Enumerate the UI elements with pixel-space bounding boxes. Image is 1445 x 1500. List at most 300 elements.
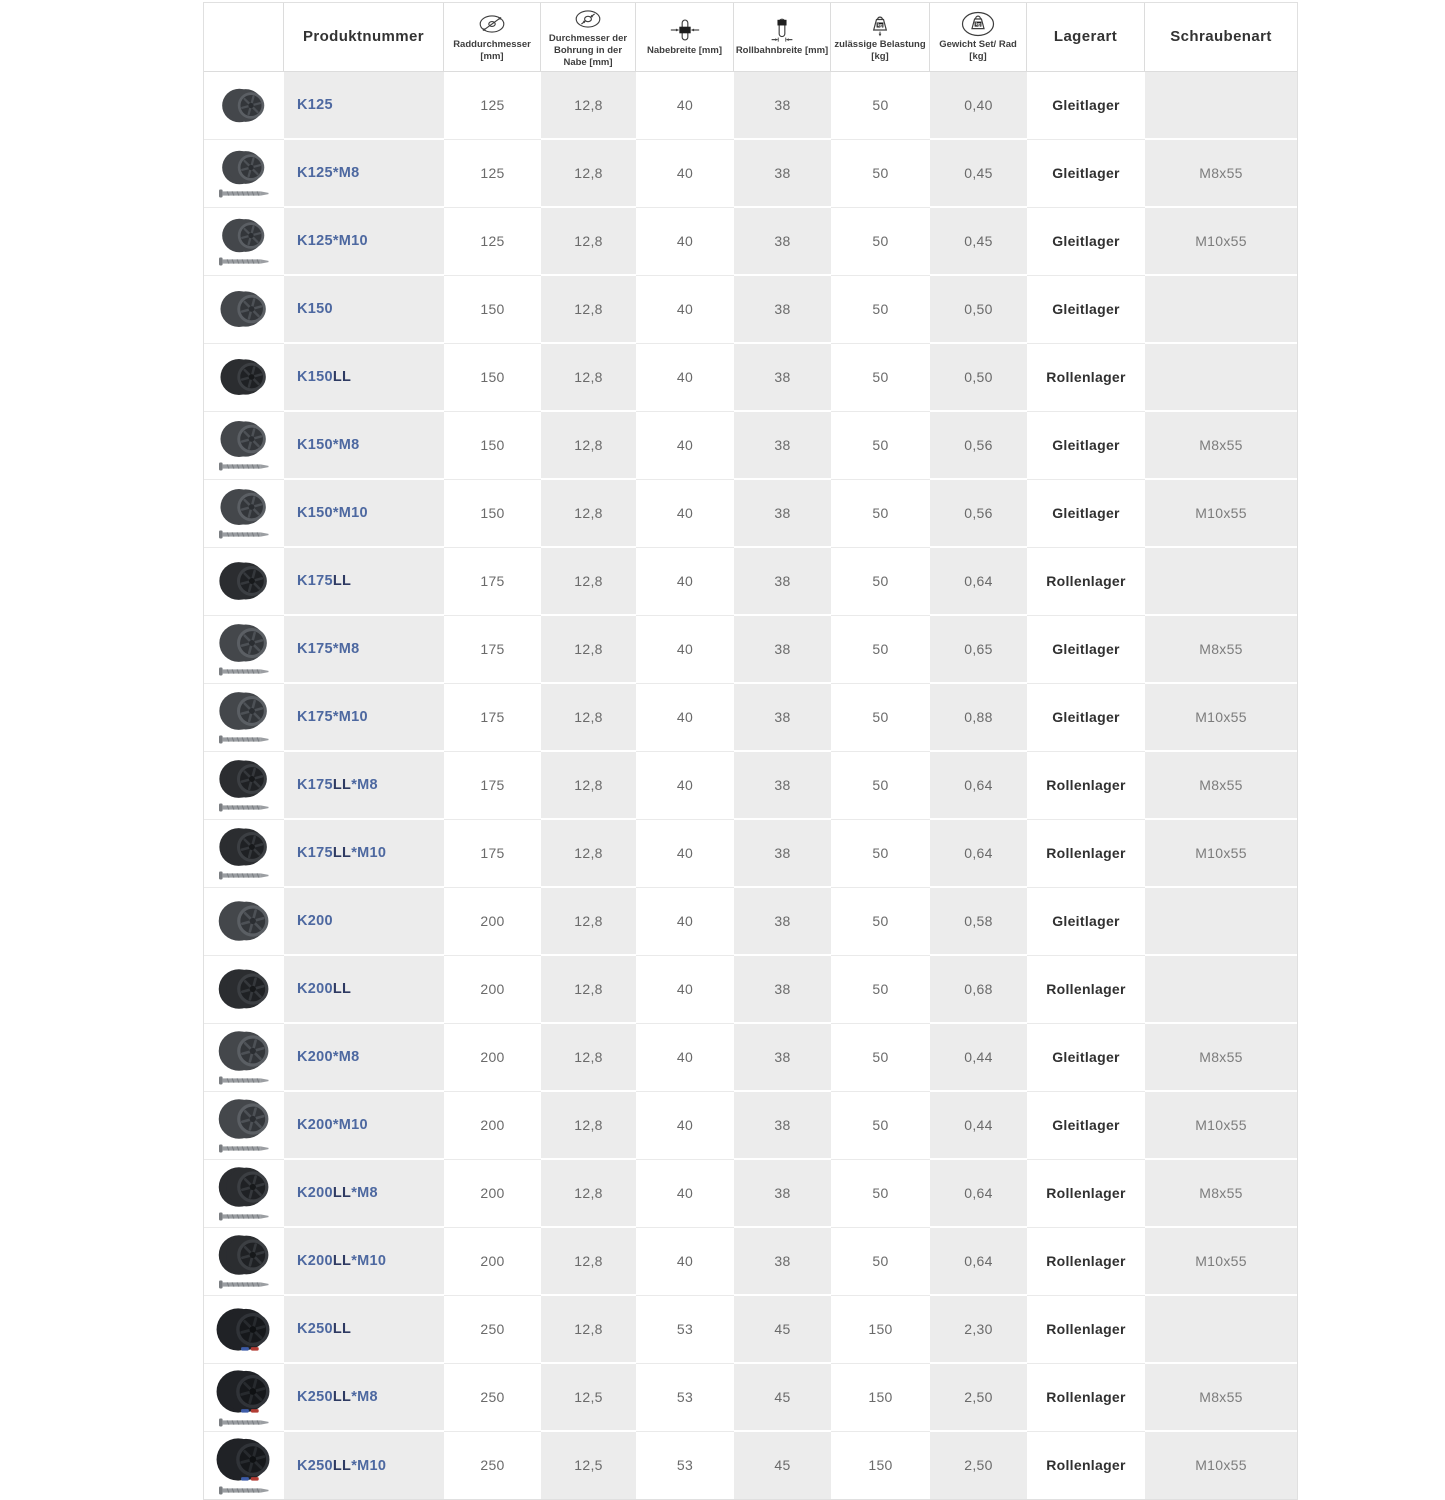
screw-image — [218, 188, 270, 199]
screw-image — [218, 1075, 270, 1086]
product-image-cell — [204, 276, 284, 344]
cell-rollbahn: 38 — [734, 72, 831, 140]
product-photo[interactable] — [204, 1232, 284, 1290]
cell-gewicht: 2,50 — [930, 1364, 1027, 1432]
col-header-nabebreite — [636, 3, 734, 72]
table-row — [204, 412, 1297, 480]
cell-rollbahn: 38 — [734, 684, 831, 752]
screw-image — [218, 1143, 270, 1154]
product-link[interactable]: K175LL — [297, 573, 352, 590]
screw-image — [218, 461, 270, 472]
cell-lager: Rollenlager — [1027, 1160, 1145, 1228]
cell-rollbahn: 38 — [734, 1092, 831, 1160]
cell-bohrung: 12,8 — [541, 548, 636, 616]
cell-schraube — [1145, 344, 1297, 412]
cell-rad: 175 — [444, 820, 541, 888]
table-row — [204, 1160, 1297, 1228]
cell-belastung: 50 — [831, 480, 930, 548]
wheel-image — [217, 1096, 272, 1142]
cell-gewicht: 0,50 — [930, 276, 1027, 344]
cell-rad: 200 — [444, 888, 541, 956]
wheel-image — [217, 1028, 272, 1074]
load-capacity-icon — [832, 11, 928, 38]
cell-rollbahn: 38 — [734, 480, 831, 548]
cell-rad: 175 — [444, 548, 541, 616]
product-photo[interactable] — [204, 757, 284, 813]
product-image-cell — [204, 1228, 284, 1296]
product-photo[interactable] — [204, 216, 284, 267]
product-photo[interactable] — [204, 486, 284, 540]
product-link[interactable]: K150*M8 — [297, 437, 360, 454]
product-code-cell — [284, 1024, 444, 1092]
wheel-image — [221, 86, 267, 125]
product-image-cell — [204, 1364, 284, 1432]
cell-belastung: 50 — [831, 616, 930, 684]
product-spec-table — [204, 3, 1297, 1499]
bore-diameter-icon — [542, 5, 634, 32]
col-header-raddurchmesser — [444, 3, 541, 72]
product-code-cell — [284, 1092, 444, 1160]
product-code-cell — [284, 1432, 444, 1499]
wheel-image — [219, 418, 269, 460]
product-link[interactable]: K250LL*M10 — [297, 1457, 387, 1474]
cell-nabe: 53 — [636, 1432, 734, 1499]
product-link[interactable]: K125 — [297, 97, 333, 114]
cell-lager: Rollenlager — [1027, 1228, 1145, 1296]
col-header-belastung — [831, 3, 930, 72]
cell-bohrung: 12,8 — [541, 480, 636, 548]
cell-gewicht: 0,64 — [930, 752, 1027, 820]
product-code-cell — [284, 1228, 444, 1296]
screw-image — [218, 256, 270, 267]
cell-nabe: 40 — [636, 1092, 734, 1160]
col-header-produktnummer — [284, 3, 444, 72]
cell-nabe: 40 — [636, 276, 734, 344]
cell-bohrung: 12,8 — [541, 72, 636, 140]
cell-belastung: 50 — [831, 752, 930, 820]
cell-belastung: 50 — [831, 888, 930, 956]
cell-rad: 200 — [444, 956, 541, 1024]
col-header-rollbahnbreite — [734, 3, 831, 72]
cell-schraube: M8x55 — [1145, 1160, 1297, 1228]
cell-rollbahn: 38 — [734, 548, 831, 616]
product-code-cell — [284, 888, 444, 956]
col-header-image — [204, 3, 284, 72]
table-row — [204, 548, 1297, 616]
cell-rollbahn: 45 — [734, 1364, 831, 1432]
cell-bohrung: 12,8 — [541, 1024, 636, 1092]
cell-gewicht: 0,68 — [930, 956, 1027, 1024]
product-link[interactable]: K125*M8 — [297, 165, 360, 182]
product-code-cell — [284, 1160, 444, 1228]
cell-gewicht: 0,64 — [930, 1160, 1027, 1228]
cell-schraube — [1145, 548, 1297, 616]
cell-belastung: 50 — [831, 140, 930, 208]
cell-belastung: 50 — [831, 72, 930, 140]
product-code-cell — [284, 616, 444, 684]
product-image-cell — [204, 616, 284, 684]
product-image-cell — [204, 820, 284, 888]
cell-nabe: 53 — [636, 1364, 734, 1432]
screw-image — [218, 1279, 270, 1290]
cell-rollbahn: 45 — [734, 1432, 831, 1499]
cell-bohrung: 12,8 — [541, 208, 636, 276]
table-row — [204, 888, 1297, 956]
col-header-label: Durchmesser der Bohrung in der Nabe [mm] — [548, 33, 628, 68]
cell-gewicht: 0,88 — [930, 684, 1027, 752]
product-code-cell — [284, 208, 444, 276]
cell-belastung: 50 — [831, 1228, 930, 1296]
col-header-label: Nabebreite [mm] — [647, 44, 722, 56]
cell-lager: Gleitlager — [1027, 1024, 1145, 1092]
cell-gewicht: 0,58 — [930, 888, 1027, 956]
table-row — [204, 1024, 1297, 1092]
cell-nabe: 40 — [636, 208, 734, 276]
cell-nabe: 40 — [636, 956, 734, 1024]
cell-belastung: 50 — [831, 956, 930, 1024]
cell-gewicht: 0,45 — [930, 208, 1027, 276]
cell-schraube — [1145, 1296, 1297, 1364]
cell-rad: 125 — [444, 140, 541, 208]
cell-rollbahn: 38 — [734, 1024, 831, 1092]
table-row — [204, 956, 1297, 1024]
cell-nabe: 40 — [636, 1228, 734, 1296]
cell-schraube: M10x55 — [1145, 820, 1297, 888]
product-image-cell — [204, 72, 284, 140]
product-photo[interactable] — [204, 1367, 284, 1428]
product-link[interactable]: K150 — [297, 301, 333, 318]
wheel-image — [217, 966, 272, 1012]
table-row — [204, 752, 1297, 820]
cell-lager: Rollenlager — [1027, 1296, 1145, 1364]
table-row — [204, 1432, 1297, 1499]
cell-gewicht: 0,65 — [930, 616, 1027, 684]
cell-lager: Rollenlager — [1027, 1364, 1145, 1432]
cell-gewicht: 0,44 — [930, 1092, 1027, 1160]
cell-nabe: 40 — [636, 72, 734, 140]
wheel-image — [218, 559, 270, 603]
cell-belastung: 50 — [831, 820, 930, 888]
table-row — [204, 820, 1297, 888]
wheel-image — [221, 216, 267, 255]
cell-belastung: 50 — [831, 1092, 930, 1160]
cell-rad: 175 — [444, 616, 541, 684]
cell-rad: 175 — [444, 684, 541, 752]
table-row — [204, 276, 1297, 344]
product-code-cell — [284, 684, 444, 752]
table-row — [204, 684, 1297, 752]
col-header-label: Gewicht Set/ Rad [kg] — [939, 38, 1017, 62]
cell-nabe: 40 — [636, 888, 734, 956]
cell-bohrung: 12,8 — [541, 684, 636, 752]
wheel-image — [217, 1164, 272, 1210]
cell-rad: 250 — [444, 1296, 541, 1364]
table-row — [204, 1092, 1297, 1160]
col-header-label: Produktnummer — [302, 28, 425, 46]
product-link[interactable]: K125*M10 — [297, 233, 368, 250]
product-link[interactable]: K175*M10 — [297, 709, 368, 726]
product-code-cell — [284, 820, 444, 888]
cell-rad: 150 — [444, 412, 541, 480]
wheel-image — [219, 486, 269, 528]
product-image-cell — [204, 1160, 284, 1228]
screw-image — [218, 1417, 270, 1428]
cell-rad: 200 — [444, 1092, 541, 1160]
wheel-image — [221, 148, 267, 187]
cell-bohrung: 12,8 — [541, 276, 636, 344]
col-header-schraubenart — [1145, 3, 1297, 72]
cell-lager: Rollenlager — [1027, 344, 1145, 412]
product-code-cell — [284, 140, 444, 208]
product-photo[interactable] — [204, 1028, 284, 1086]
cell-lager: Rollenlager — [1027, 752, 1145, 820]
product-link[interactable]: K200LL*M8 — [297, 1185, 378, 1202]
col-header-label: Raddurchmesser [mm] — [453, 38, 531, 62]
product-photo[interactable] — [204, 825, 284, 881]
cell-bohrung: 12,8 — [541, 1228, 636, 1296]
wheel-image — [219, 356, 269, 398]
col-header-lagerart — [1027, 3, 1145, 72]
screw-image — [218, 666, 270, 677]
wheel-image — [215, 1305, 273, 1354]
wheel-image — [218, 757, 270, 801]
cell-rad: 250 — [444, 1364, 541, 1432]
product-photo[interactable] — [204, 148, 284, 199]
product-image-cell — [204, 480, 284, 548]
cell-bohrung: 12,8 — [541, 344, 636, 412]
cell-schraube: M8x55 — [1145, 616, 1297, 684]
cell-nabe: 40 — [636, 548, 734, 616]
tread-width-icon — [735, 17, 829, 44]
product-photo[interactable] — [204, 1164, 284, 1222]
cell-bohrung: 12,8 — [541, 1092, 636, 1160]
cell-lager: Gleitlager — [1027, 140, 1145, 208]
set-weight-icon — [931, 11, 1025, 38]
product-code-cell — [284, 412, 444, 480]
product-code-cell — [284, 72, 444, 140]
product-code-cell — [284, 276, 444, 344]
cell-nabe: 40 — [636, 684, 734, 752]
cell-rollbahn: 45 — [734, 1296, 831, 1364]
cell-rad: 150 — [444, 480, 541, 548]
cell-bohrung: 12,8 — [541, 616, 636, 684]
cell-rad: 150 — [444, 276, 541, 344]
product-code-cell — [284, 344, 444, 412]
cell-bohrung: 12,5 — [541, 1364, 636, 1432]
cell-belastung: 150 — [831, 1432, 930, 1499]
cell-rollbahn: 38 — [734, 412, 831, 480]
cell-gewicht: 0,64 — [930, 548, 1027, 616]
cell-rollbahn: 38 — [734, 956, 831, 1024]
cell-bohrung: 12,8 — [541, 140, 636, 208]
cell-gewicht: 0,56 — [930, 480, 1027, 548]
cell-belastung: 50 — [831, 208, 930, 276]
cell-schraube — [1145, 72, 1297, 140]
product-photo[interactable] — [204, 1096, 284, 1154]
product-image-cell — [204, 412, 284, 480]
cell-rollbahn: 38 — [734, 616, 831, 684]
cell-gewicht: 0,44 — [930, 1024, 1027, 1092]
product-image-cell — [204, 548, 284, 616]
product-photo[interactable] — [204, 356, 284, 398]
cell-rad: 125 — [444, 72, 541, 140]
screw-image — [218, 1211, 270, 1222]
cell-schraube: M8x55 — [1145, 140, 1297, 208]
wheel-image — [217, 898, 272, 944]
wheel-image — [215, 1367, 273, 1416]
screw-image — [218, 529, 270, 540]
cell-rollbahn: 38 — [734, 820, 831, 888]
cell-rollbahn: 38 — [734, 1228, 831, 1296]
product-image-cell — [204, 1296, 284, 1364]
col-header-label: zulässige Belastung [kg] — [834, 38, 926, 62]
cell-schraube — [1145, 956, 1297, 1024]
hub-width-icon — [637, 17, 732, 44]
cell-rad: 175 — [444, 752, 541, 820]
cell-rollbahn: 38 — [734, 752, 831, 820]
cell-rad: 150 — [444, 344, 541, 412]
wheel-image — [218, 621, 270, 665]
cell-gewicht: 0,56 — [930, 412, 1027, 480]
product-link[interactable]: K200LL — [297, 981, 352, 998]
cell-rad: 200 — [444, 1160, 541, 1228]
wheel-image — [217, 1232, 272, 1278]
col-header-gewicht — [930, 3, 1027, 72]
cell-gewicht: 0,64 — [930, 1228, 1027, 1296]
product-code-cell — [284, 1364, 444, 1432]
col-header-label: Schraubenart — [1170, 28, 1272, 46]
cell-lager: Gleitlager — [1027, 412, 1145, 480]
wheel-image — [215, 1435, 273, 1484]
cell-rad: 200 — [444, 1228, 541, 1296]
product-link[interactable]: K175LL*M8 — [297, 777, 378, 794]
product-link[interactable]: K200 — [297, 913, 333, 930]
cell-schraube: M8x55 — [1145, 1024, 1297, 1092]
cell-lager: Gleitlager — [1027, 616, 1145, 684]
cell-gewicht: 2,30 — [930, 1296, 1027, 1364]
cell-rollbahn: 38 — [734, 208, 831, 276]
cell-belastung: 50 — [831, 412, 930, 480]
cell-belastung: 50 — [831, 1024, 930, 1092]
product-code-cell — [284, 548, 444, 616]
cell-belastung: 50 — [831, 276, 930, 344]
cell-bohrung: 12,8 — [541, 820, 636, 888]
product-photo[interactable] — [204, 966, 284, 1012]
product-image-cell — [204, 888, 284, 956]
product-code-cell — [284, 752, 444, 820]
product-photo[interactable] — [204, 689, 284, 745]
product-link[interactable]: K200*M8 — [297, 1049, 360, 1066]
cell-schraube — [1145, 276, 1297, 344]
product-photo[interactable] — [204, 1435, 284, 1496]
cell-nabe: 40 — [636, 480, 734, 548]
cell-belastung: 50 — [831, 684, 930, 752]
cell-belastung: 50 — [831, 548, 930, 616]
cell-schraube: M10x55 — [1145, 1228, 1297, 1296]
cell-nabe: 40 — [636, 140, 734, 208]
product-image-cell — [204, 344, 284, 412]
cell-lager: Gleitlager — [1027, 276, 1145, 344]
cell-nabe: 40 — [636, 412, 734, 480]
cell-lager: Rollenlager — [1027, 1432, 1145, 1499]
cell-gewicht: 0,40 — [930, 72, 1027, 140]
product-table-wrapper — [203, 2, 1298, 1500]
screw-image — [218, 734, 270, 745]
product-link[interactable]: K200*M10 — [297, 1117, 368, 1134]
table-header-row — [204, 3, 1297, 72]
cell-bohrung: 12,8 — [541, 1296, 636, 1364]
product-image-cell — [204, 1092, 284, 1160]
product-image-cell — [204, 140, 284, 208]
table-row — [204, 1228, 1297, 1296]
table-row — [204, 208, 1297, 276]
cell-rad: 250 — [444, 1432, 541, 1499]
product-photo[interactable] — [204, 559, 284, 603]
cell-gewicht: 0,50 — [930, 344, 1027, 412]
cell-schraube: M10x55 — [1145, 684, 1297, 752]
cell-lager: Gleitlager — [1027, 72, 1145, 140]
product-link[interactable]: K150LL — [297, 369, 352, 386]
screw-image — [218, 1485, 270, 1496]
product-link[interactable]: K250LL*M8 — [297, 1389, 378, 1406]
product-link[interactable]: K150*M10 — [297, 505, 368, 522]
cell-nabe: 40 — [636, 616, 734, 684]
cell-rollbahn: 38 — [734, 1160, 831, 1228]
product-link[interactable]: K250LL — [297, 1321, 352, 1338]
product-photo[interactable] — [204, 621, 284, 677]
cell-rollbahn: 38 — [734, 140, 831, 208]
product-code-cell — [284, 956, 444, 1024]
wheel-image — [218, 825, 270, 869]
cell-lager: Gleitlager — [1027, 208, 1145, 276]
product-link[interactable]: K175*M8 — [297, 641, 360, 658]
cell-lager: Rollenlager — [1027, 820, 1145, 888]
table-row — [204, 72, 1297, 140]
product-code-cell — [284, 480, 444, 548]
cell-belastung: 150 — [831, 1364, 930, 1432]
table-row — [204, 1296, 1297, 1364]
product-link[interactable]: K200LL*M10 — [297, 1253, 387, 1270]
table-row — [204, 1364, 1297, 1432]
table-row — [204, 616, 1297, 684]
col-header-bohrung — [541, 3, 636, 72]
cell-lager: Rollenlager — [1027, 956, 1145, 1024]
cell-schraube: M8x55 — [1145, 752, 1297, 820]
product-photo[interactable] — [204, 418, 284, 472]
cell-schraube: M8x55 — [1145, 1364, 1297, 1432]
table-row — [204, 140, 1297, 208]
product-photo[interactable] — [204, 898, 284, 944]
cell-lager: Rollenlager — [1027, 548, 1145, 616]
cell-lager: Gleitlager — [1027, 684, 1145, 752]
cell-lager: Gleitlager — [1027, 1092, 1145, 1160]
cell-nabe: 40 — [636, 1160, 734, 1228]
product-image-cell — [204, 208, 284, 276]
cell-nabe: 40 — [636, 344, 734, 412]
product-image-cell — [204, 1024, 284, 1092]
cell-rollbahn: 38 — [734, 888, 831, 956]
cell-schraube: M10x55 — [1145, 1432, 1297, 1499]
product-photo[interactable] — [204, 288, 284, 330]
product-link[interactable]: K175LL*M10 — [297, 845, 387, 862]
wheel-image — [219, 288, 269, 330]
product-photo[interactable] — [204, 86, 284, 125]
cell-bohrung: 12,8 — [541, 956, 636, 1024]
product-photo[interactable] — [204, 1305, 284, 1354]
cell-belastung: 50 — [831, 344, 930, 412]
screw-image — [218, 870, 270, 881]
cell-bohrung: 12,5 — [541, 1432, 636, 1499]
